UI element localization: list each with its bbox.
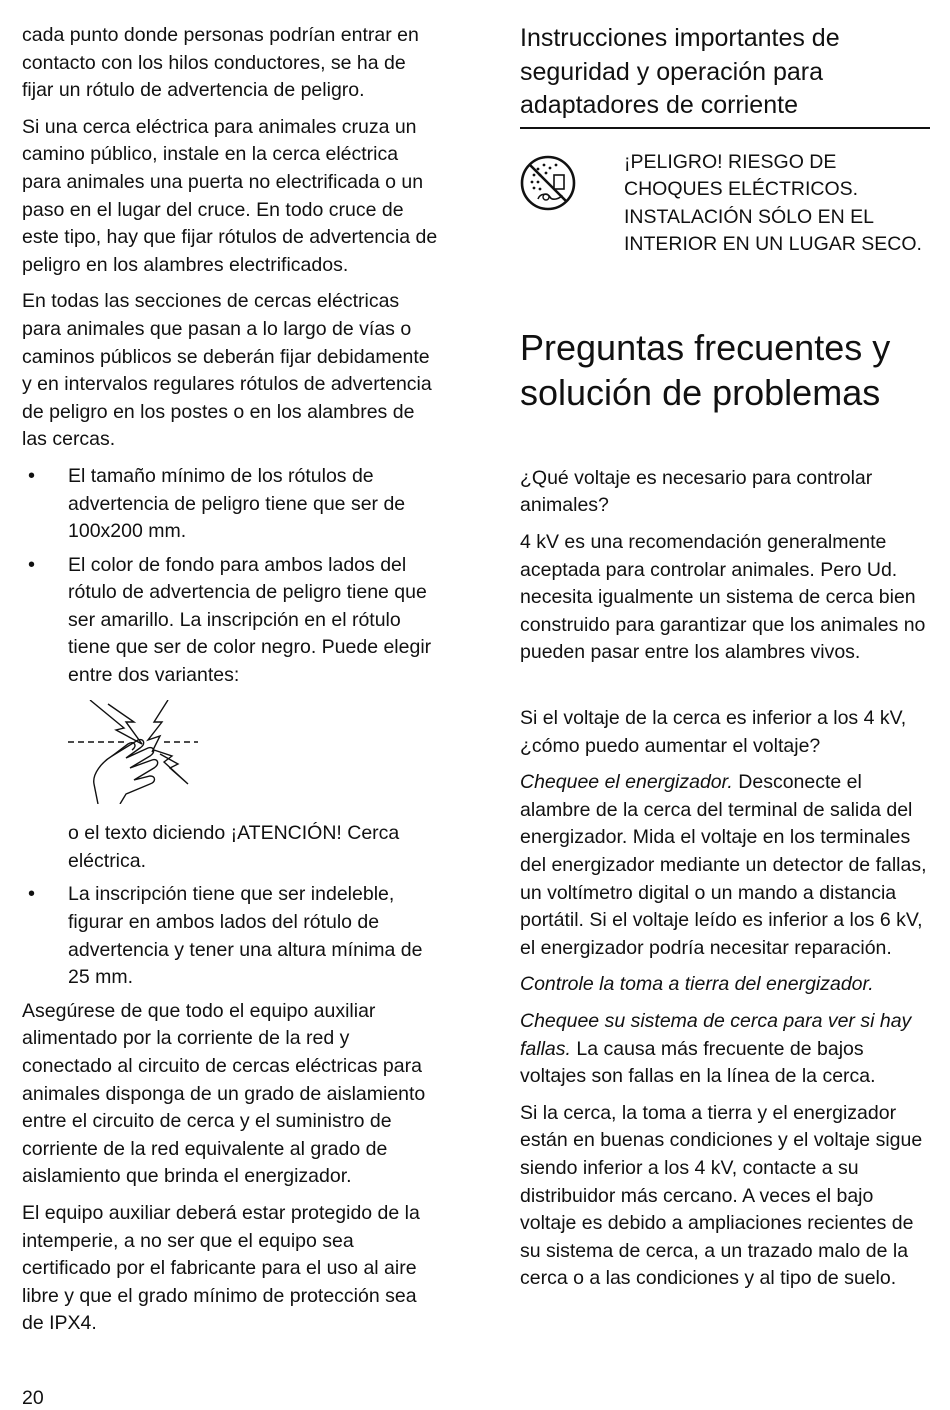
- section-heading: Instrucciones importantes de seguridad y operación para adaptadores de corriente: [520, 22, 930, 129]
- list-item: • El color de fondo para ambos lados del rótulo de advertencia de peligro tiene que ser amarillo. La inscripción en el rótulo tiene que ser de color negro. Puede elegir entre dos variantes:: [22, 552, 442, 690]
- warning-notice: [520, 149, 932, 259]
- list-item: • El tamaño mínimo de los rótulos de advertencia de peligro tiene que ser de 100x200 mm.: [22, 463, 442, 546]
- warning-text: ¡PELIGRO! RIESGO DE CHOQUES ELÉCTRICOS. INSTALACIÓN SÓLO EN EL INTERIOR EN UN LUGAR SECO.: [624, 150, 922, 256]
- electric-shock-hand-icon: [68, 700, 198, 804]
- inscription-list: [22, 881, 442, 991]
- faq-answer: [520, 1008, 932, 1091]
- paragraph-warning-sign: cada punto donde personas podrían entrar en contacto con los hilos conductores, se ha de fijar un rótulo de advertencia de peligro.: [22, 24, 419, 102]
- faq-answer: Si la cerca, la toma a tierra y el energizador están en buenas condiciones y el voltaje sigue siendo inferior a los 4 kV, contacte a su distribuidor más cercano. A veces el bajo voltaje es debido a ampliaciones recientes de su sistema de cerca, a un trazado malo de la cerca o a las condiciones y al tipo de suelo.: [520, 1101, 923, 1290]
- list-item: • La inscripción tiene que ser indeleble, figurar en ambos lados del rótulo de advertencia y tener una altura mínima de 25 mm.: [22, 881, 442, 991]
- paragraph-auxiliary-insulation: Asegúrese de que todo el equipo auxiliar alimentado por la corriente de la red y conectado al circuito de cercas eléctricas para animales disponga de un grado de aislamiento entre el circuito de cerca y el suministro de corriente de la red equivalente al grado de aislamiento que brinda el energizador.: [22, 999, 426, 1188]
- page-number: 20: [22, 1387, 44, 1409]
- paragraph-public-road: Si una cerca eléctrica para animales cruza un camino público, instale en la cerca eléctrica para animales una puerta no electrificada o un paso en el lugar del cruce. En todo cruce de este tipo, hay que fijar rótulos de advertencia de peligro en los alambres electrificados.: [22, 115, 438, 276]
- paragraph-auxiliary-weather: El equipo auxiliar deberá estar protegido de la intemperie, a no ser que el equipo sea certificado por el fabricante para el uso al aire libre y que el grado mínimo de protección sea de IPX4.: [22, 1201, 420, 1335]
- right-column: [520, 22, 932, 1302]
- faq-answer-text: La causa más frecuente de bajos voltajes son fallas en la línea de la cerca.: [520, 1037, 876, 1088]
- paragraph-road-sections: En todas las secciones de cercas eléctricas para animales que pasan a lo largo de vías o caminos públicos se deberán fijar debidamente y en intervalos regulares rótulos de advertencia de peligro en los postes o en los alambres de las cercas.: [22, 290, 432, 451]
- indoor-use-only-icon: [520, 155, 576, 211]
- sign-text-variant: o el texto diciendo ¡ATENCIÓN! Cerca eléctrica.: [68, 822, 400, 872]
- faq-answer: [520, 971, 932, 999]
- sign-requirements-list: [22, 463, 442, 690]
- left-column: [22, 22, 442, 1347]
- page-title: Preguntas frecuentes y solución de problemas: [520, 326, 891, 413]
- faq-answer: 4 kV es una recomendación generalmente aceptada para controlar animales. Pero Ud. necesita igualmente un sistema de cerca bien construido para garantizar que los animales no pueden pasar entre los alambres vivos.: [520, 531, 926, 664]
- faq-answer-text: Desconecte el alambre de la cerca del terminal de salida del energizador. Mida el voltaje en los terminales del energizador mediante un detector de fallas, un voltímetro digital o un mando a distancia portátil. Si el voltaje leído es inferior a los 6 kV, el energizador podría necesitar reparación.: [520, 771, 927, 959]
- faq-question: Si el voltaje de la cerca es inferior a los 4 kV, ¿cómo puedo aumentar el voltaje?: [520, 707, 907, 757]
- faq-answer: [520, 769, 932, 962]
- faq-answer-emphasis: Chequee el energizador.: [520, 771, 733, 794]
- faq-question: ¿Qué voltaje es necesario para controlar animales?: [520, 466, 873, 517]
- faq-answer-emphasis: Controle la toma a tierra del energizador.: [520, 973, 874, 996]
- faq-answer-emphasis: Chequee su sistema de cerca para ver si hay fallas.: [520, 1009, 912, 1060]
